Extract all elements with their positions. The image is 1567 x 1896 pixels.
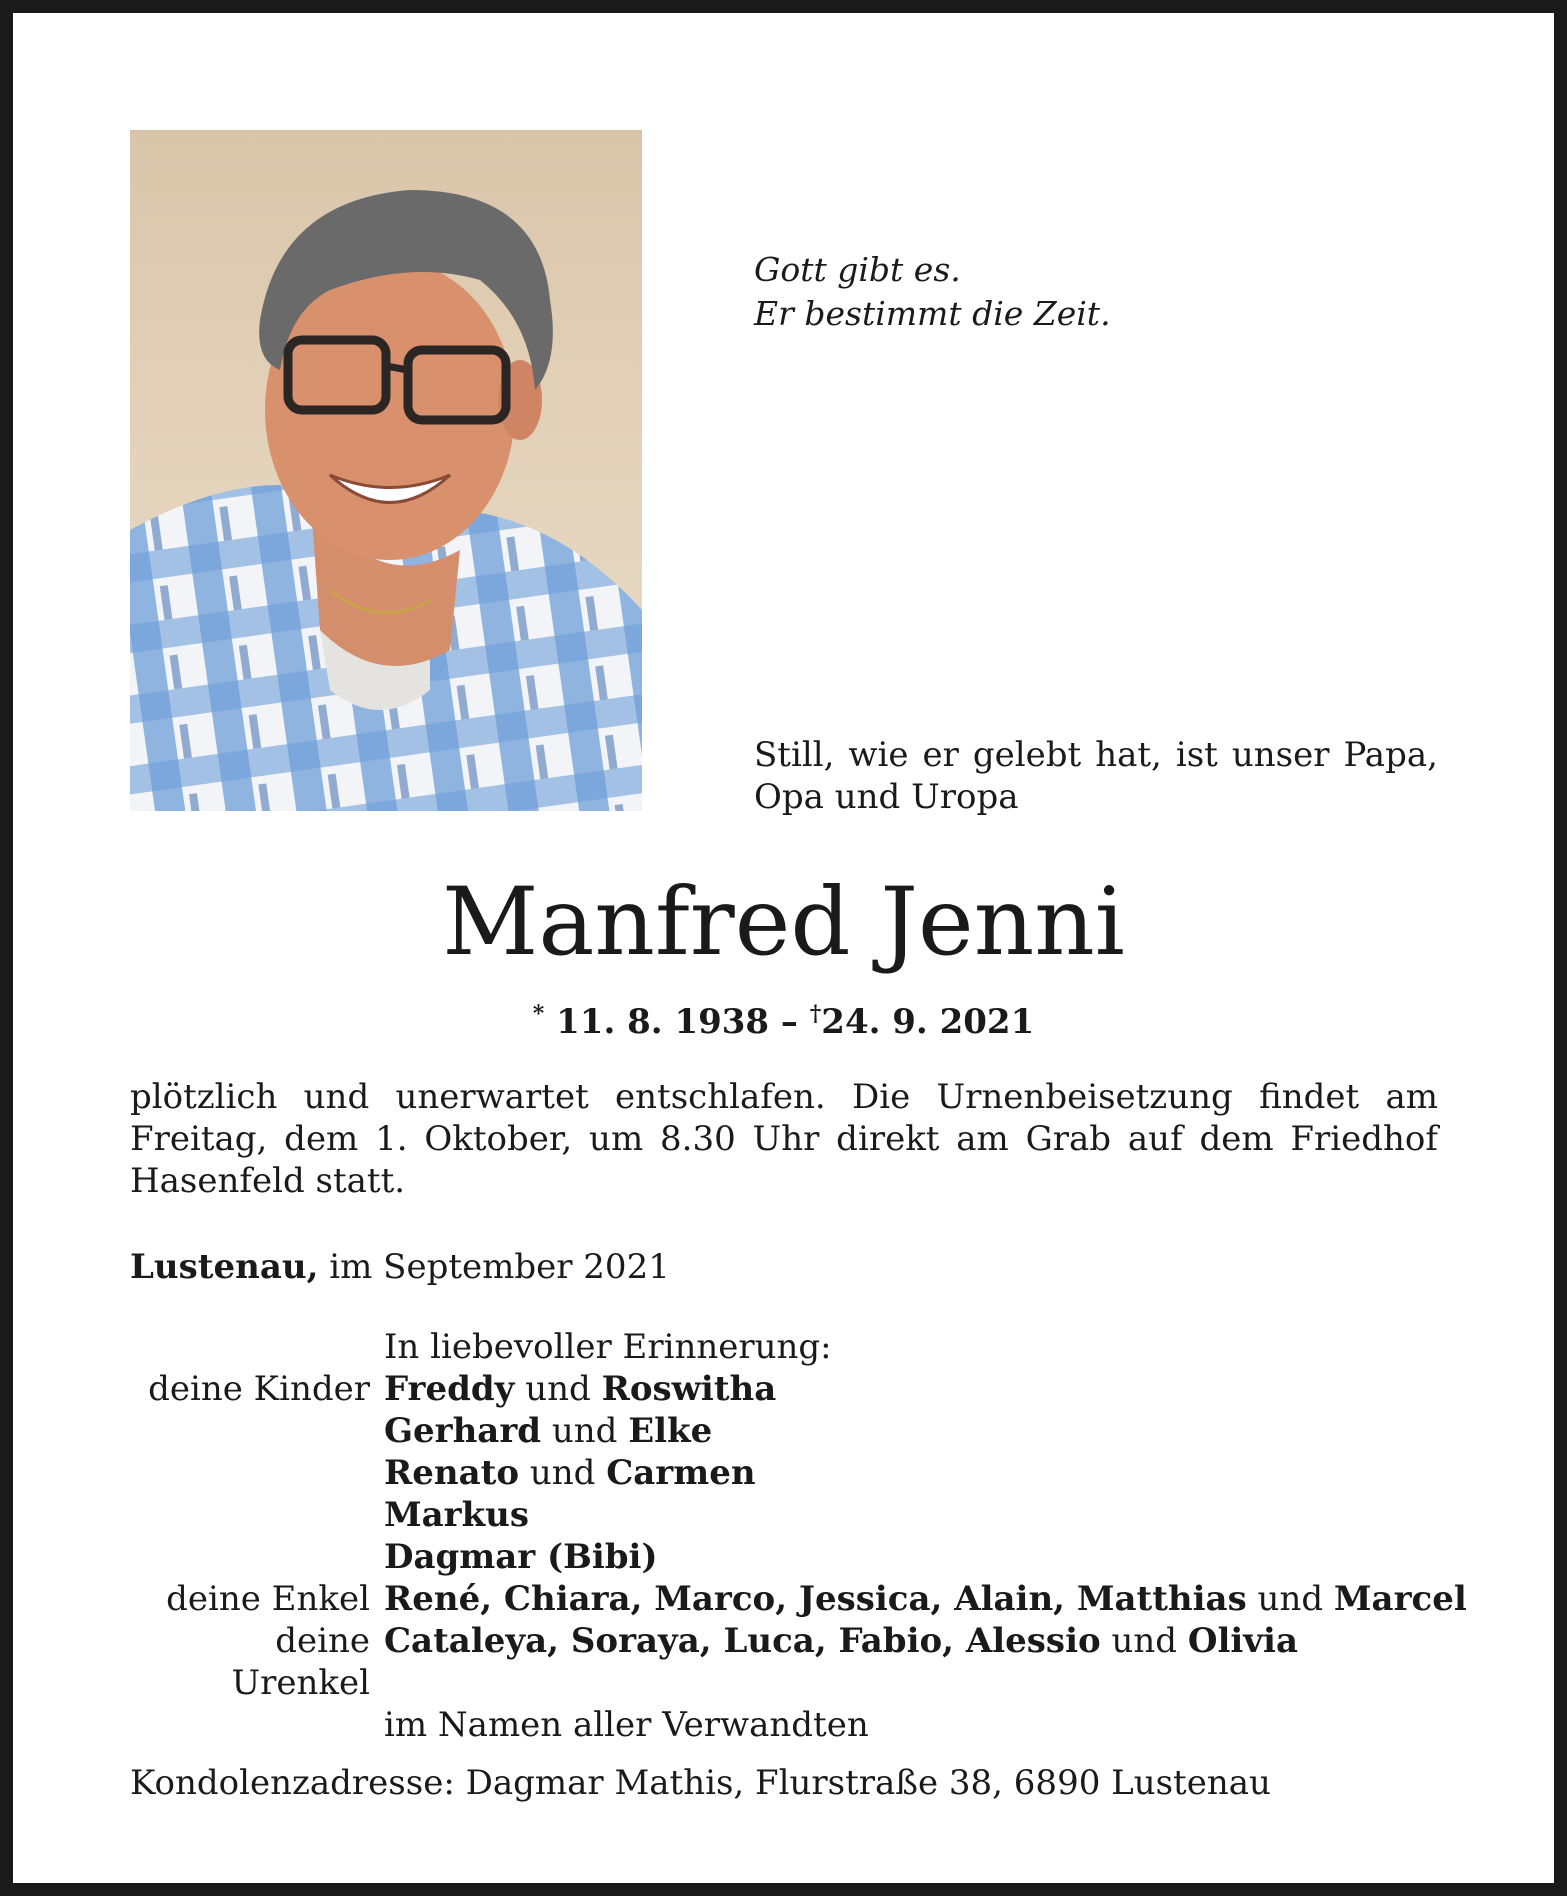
children-row [130,1452,1470,1494]
mourners-heading: In liebevoller Erinnerung: [384,1327,832,1367]
great-grandchildren-names [384,1620,1470,1704]
great-grandchildren-label: deine Urenkel [231,1621,370,1703]
mourner-name: Marcel [1333,1579,1467,1619]
announcement-text: plötzlich und unerwartet entschlafen. Die Urnenbeisetzung findet am Freitag, dem 1. Oktober, um 8.30 Uhr direkt am Grab auf dem Friedhof Hasenfeld statt. [130,1077,1438,1201]
children-row [130,1536,1470,1578]
mourner-name: Dagmar (Bibi) [384,1537,658,1577]
children-row [130,1368,1470,1410]
birth-symbol: * [532,1001,545,1027]
children-names [384,1494,1470,1536]
mourner-name: Renato [384,1453,520,1493]
quote-line-1: Gott gibt es. [754,250,961,289]
connector-word: und [525,1369,591,1409]
closing-row [130,1704,1470,1746]
place-town: Lustenau, [130,1247,319,1287]
great-grandchildren-row [130,1620,1470,1704]
intro-word: gelebt [972,735,1082,775]
mourners-heading-row [130,1326,1470,1368]
intro-word: hat, [1095,735,1162,775]
intro-line-2: Opa und Uropa [754,777,1019,817]
intro-text [754,734,1438,818]
children-names [384,1536,1470,1578]
mourner-name: Carmen [606,1453,756,1493]
life-dates [0,992,1567,1044]
date-separator: – [780,1002,798,1042]
children-rows [130,1368,1470,1578]
deceased-name: Manfred Jenni [442,868,1125,977]
intro-line-1 [754,734,1438,776]
mourner-name: Elke [628,1411,713,1451]
mourners-list [130,1326,1470,1746]
children-names [384,1368,1470,1410]
mourner-name: Olivia [1187,1621,1298,1661]
mourner-name: Freddy [384,1369,515,1409]
children-names [384,1410,1470,1452]
children-names [384,1452,1470,1494]
intro-word: Still, [754,735,835,775]
grandchildren-label: deine Enkel [166,1579,370,1619]
mourner-name: Roswitha [601,1369,777,1409]
intro-word: ist [1175,735,1218,775]
death-date: 24. 9. 2021 [821,1002,1035,1042]
intro-word: Papa, [1343,735,1438,775]
place-date [130,1246,670,1288]
place-date-text: im September 2021 [329,1247,670,1287]
mourner-name: Gerhard [384,1411,542,1451]
children-row [130,1494,1470,1536]
connector-word: und [1111,1621,1178,1661]
death-symbol: † [809,1001,822,1027]
connector-word: und [1257,1579,1324,1619]
closing-text: im Namen aller Verwandten [384,1705,869,1745]
intro-word: wie [848,735,909,775]
intro-word: unser [1231,735,1330,775]
connector-word: und [551,1411,618,1451]
birth-date: 11. 8. 1938 [556,1002,770,1042]
intro-word: er [922,735,959,775]
quote-line-2: Er bestimmt die Zeit. [754,294,1111,333]
connector-word: und [529,1453,596,1493]
children-label: deine Kinder [148,1369,370,1409]
grandchildren-row [130,1578,1470,1620]
quote [754,248,1454,336]
portrait-photo [130,130,642,811]
children-row [130,1410,1470,1452]
mourner-name: René, Chiara, Marco, Jessica, Alain, Matthias [384,1579,1247,1619]
mourner-name: Cataleya, Soraya, Luca, Fabio, Alessio [384,1621,1101,1661]
grandchildren-names [384,1578,1470,1620]
condolence-address: Kondolenzadresse: Dagmar Mathis, Flurstraße 38, 6890 Lustenau [130,1763,1271,1803]
mourner-name: Markus [384,1495,529,1535]
